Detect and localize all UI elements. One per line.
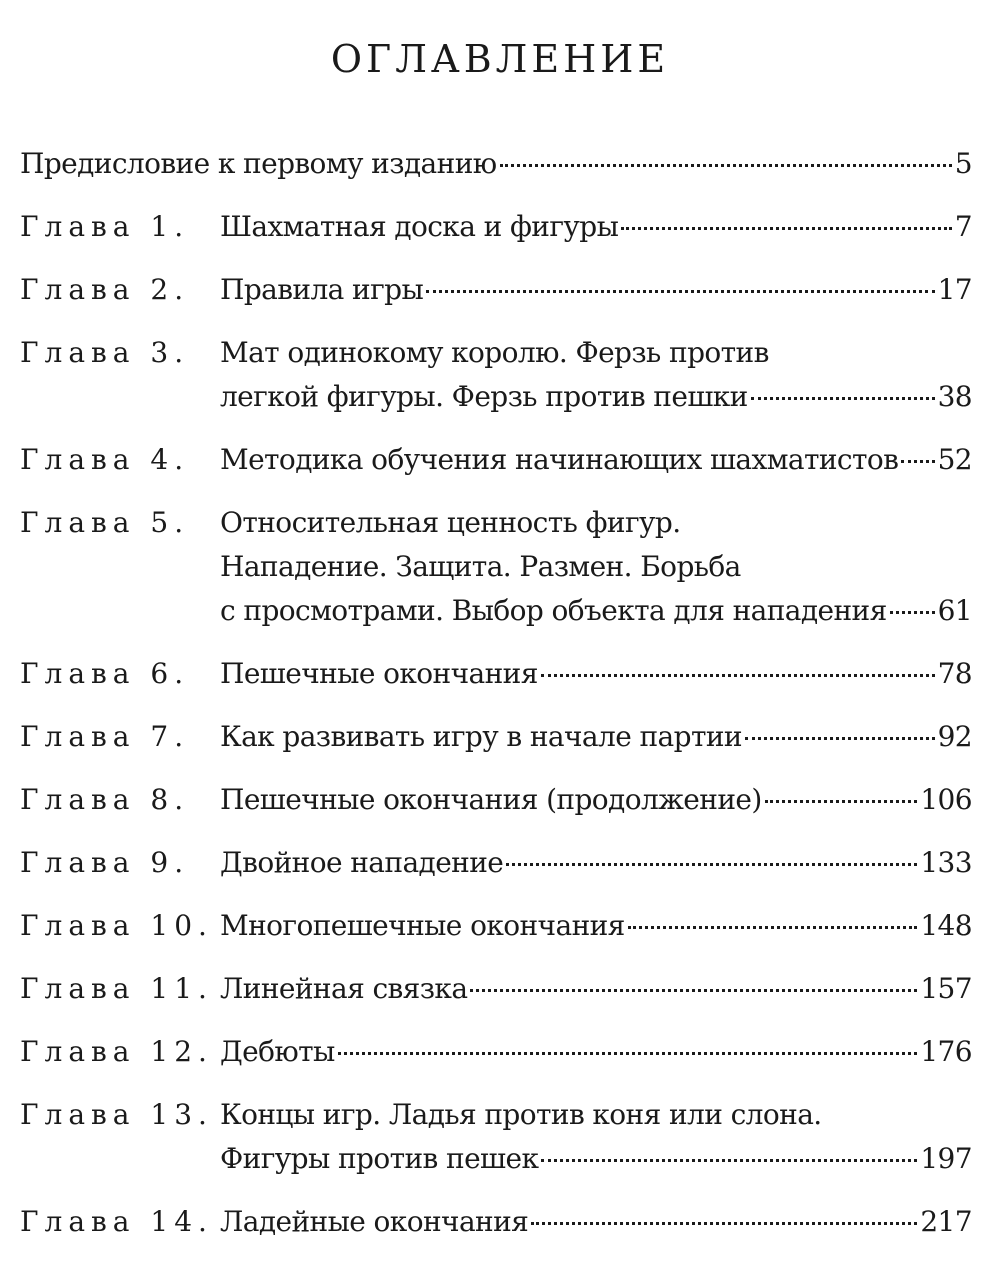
- toc-entry: [20, 331, 972, 419]
- dot-leader: [628, 926, 918, 929]
- chapter-label: Глава 1.: [20, 210, 190, 243]
- chapter-label: Глава 3.: [20, 336, 190, 369]
- toc-entry-preface: [20, 142, 972, 186]
- page-number: 157: [920, 972, 972, 1005]
- dot-leader: [890, 611, 935, 614]
- chapter-label: Глава 2.: [20, 273, 190, 306]
- chapter-label: Глава 8.: [20, 783, 190, 816]
- entry-last-line: [220, 1030, 972, 1074]
- entry-last-line: [220, 778, 972, 822]
- entry-title-line: Шахматная доска и фигуры: [220, 210, 619, 243]
- entry-body: [220, 1093, 972, 1181]
- entry-last-line: [220, 967, 972, 1011]
- entry-title-line: Ладейные окончания: [220, 1205, 529, 1238]
- entry-title-line: Методика обучения начинающих шахматистов: [220, 443, 899, 476]
- entry-body: [220, 1200, 972, 1244]
- page-number: 133: [920, 846, 972, 879]
- chapter-label: Глава 12.: [20, 1035, 213, 1068]
- chapter-label: Глава 4.: [20, 443, 190, 476]
- page-number: 176: [920, 1035, 972, 1068]
- toc-entry: [20, 652, 972, 696]
- toc-entry: [20, 1200, 972, 1244]
- dot-leader: [765, 800, 918, 803]
- entry-title-line: Многопешечные окончания: [220, 909, 625, 942]
- chapter-label: Глава 7.: [20, 720, 190, 753]
- dot-leader: [745, 737, 935, 740]
- toc-entry: [20, 1030, 972, 1074]
- entry-title-line: Нападение. Защита. Размен. Борьба: [220, 550, 741, 583]
- entry-last-line: [220, 438, 972, 482]
- entry-body: [220, 967, 972, 1011]
- dot-leader: [541, 674, 935, 677]
- chapter-label: Глава 14.: [20, 1205, 213, 1238]
- chapter-label: Глава 9.: [20, 846, 190, 879]
- table-of-contents: [20, 142, 972, 1261]
- dot-leader: [506, 863, 917, 866]
- entry-body: [220, 438, 972, 482]
- entry-title-line: Мат одинокому королю. Ферзь против: [220, 336, 769, 369]
- entry-title-line: Как развивать игру в начале партии: [220, 720, 742, 753]
- entry-last-line: [220, 1200, 972, 1244]
- page-number: 61: [937, 594, 972, 627]
- entry-last-line: [220, 904, 972, 948]
- entry-title-line: Фигуры против пешек: [220, 1142, 539, 1175]
- page-number: 5: [954, 147, 972, 180]
- page-number: 7: [954, 210, 972, 243]
- toc-entry: [20, 967, 972, 1011]
- dot-leader: [338, 1052, 918, 1055]
- entry-body: [220, 205, 972, 249]
- entry-body: [220, 841, 972, 885]
- entry-title-line: Правила игры: [220, 273, 424, 306]
- chapter-label: Глава 5.: [20, 506, 190, 539]
- page-number: 106: [920, 783, 972, 816]
- entry-body: [220, 652, 972, 696]
- toc-entry: [20, 501, 972, 633]
- entry-body: [20, 142, 972, 186]
- page-number: 148: [920, 909, 972, 942]
- toc-entry: [20, 268, 972, 312]
- toc-entry: [20, 715, 972, 759]
- page-number: 92: [937, 720, 972, 753]
- toc-entry: [20, 904, 972, 948]
- toc-entry: [20, 205, 972, 249]
- page-number: 52: [937, 443, 972, 476]
- chapter-label: Глава 10.: [20, 909, 213, 942]
- dot-leader: [621, 227, 951, 230]
- toc-entry: [20, 438, 972, 482]
- entry-body: [220, 268, 972, 312]
- entry-title-line: с просмотрами. Выбор объекта для нападения: [220, 594, 887, 627]
- dot-leader: [541, 1159, 917, 1162]
- toc-entry: [20, 841, 972, 885]
- page-number: 17: [937, 273, 972, 306]
- entry-body: [220, 1030, 972, 1074]
- dot-leader: [901, 460, 934, 463]
- entry-last-line: [220, 268, 972, 312]
- entry-body: [220, 904, 972, 948]
- entry-body: [220, 715, 972, 759]
- entry-last-line: [220, 652, 972, 696]
- entry-last-line: [220, 205, 972, 249]
- entry-last-line: [220, 1137, 972, 1181]
- entry-last-line: [220, 375, 972, 419]
- entry-body: [220, 501, 972, 633]
- chapter-label: Глава 6.: [20, 657, 190, 690]
- entry-title-line: Линейная связка: [220, 972, 468, 1005]
- page-number: 38: [937, 380, 972, 413]
- page-number: 197: [920, 1142, 972, 1175]
- dot-leader: [751, 397, 935, 400]
- entry-title-line: Концы игр. Ладья против коня или слона.: [220, 1098, 822, 1131]
- entry-title-line: Двойное нападение: [220, 846, 504, 879]
- entry-last-line: [220, 715, 972, 759]
- page-number: 78: [937, 657, 972, 690]
- chapter-label: Глава 11.: [20, 972, 213, 1005]
- dot-leader: [470, 989, 917, 992]
- entry-body: [220, 331, 972, 419]
- dot-leader: [426, 290, 934, 293]
- entry-last-line: [20, 142, 972, 186]
- entry-title-line: Предисловие к первому изданию: [20, 147, 497, 180]
- dot-leader: [500, 164, 952, 167]
- page-title: ОГЛАВЛЕНИЕ: [330, 37, 670, 82]
- chapter-label: Глава 13.: [20, 1098, 213, 1131]
- entry-title-line: Пешечные окончания (продолжение): [220, 783, 762, 816]
- entry-title-line: Относительная ценность фигур.: [220, 506, 681, 539]
- entry-last-line: [220, 589, 972, 633]
- dot-leader: [531, 1222, 917, 1225]
- entry-last-line: [220, 841, 972, 885]
- toc-entry: [20, 1093, 972, 1181]
- page-number: 217: [920, 1205, 972, 1238]
- entry-title-line: легкой фигуры. Ферзь против пешки: [220, 380, 748, 413]
- toc-entry: [20, 778, 972, 822]
- entry-body: [220, 778, 972, 822]
- entry-title-line: Пешечные окончания: [220, 657, 538, 690]
- entry-title-line: Дебюты: [220, 1035, 335, 1068]
